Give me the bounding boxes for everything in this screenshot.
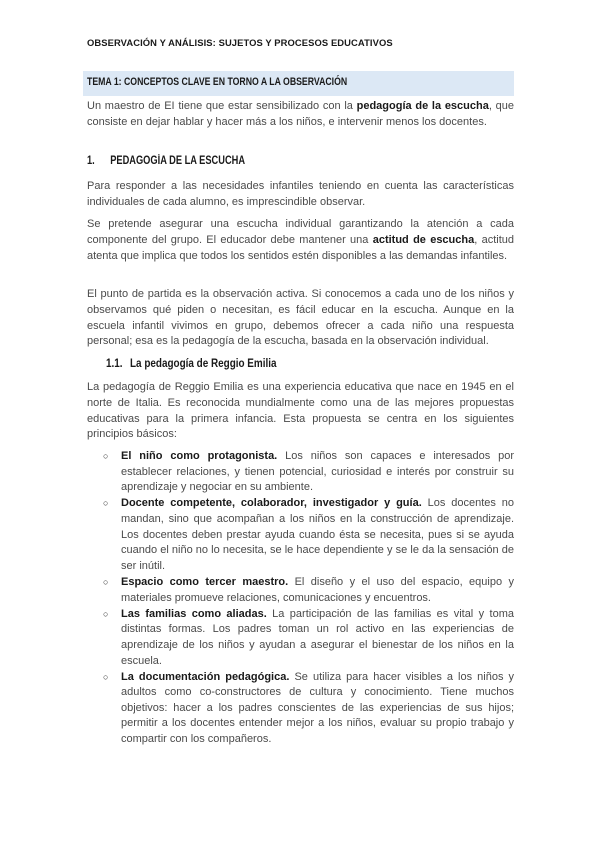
paragraph-2-text-after: , actitud atenta que implica que todos los sentidos estén disponibles a las demandas infantiles. [87,233,514,262]
subsection-number: 1.1. [106,356,123,370]
list-item-bold: La documentación pedagógica. [121,670,290,683]
list-item-text: La participación de las familias es vital y toma distintas formas. Los padres toman un rol activo en las experiencias de aprendizaje de los niños y ayudan a asegurar el bienestar de los niños en la escuela. [121,607,514,667]
intro-text-after: , que consiste en dejar hablar y hacer más a los niños, e intervenir menos los docentes. [87,100,514,128]
section-paragraph-2 [87,217,514,264]
list-item-text: Se utiliza para hacer visibles a los niños y adultos como co-constructores de cultura y conocimiento. Tiene muchos objetivos: hacer a los padres conscientes de las experiencias de sus hijos; permitir a los docentes entender mejor a los niños, evaluar su propio trabajo y compartir con los compañeros. [121,670,514,746]
list-item-bold: Las familias como aliadas. [121,607,267,620]
list-item [101,449,514,496]
principles-list [101,449,514,748]
intro-text-before: Un maestro de EI tiene que estar sensibilizado con la [87,100,357,112]
topic-title: TEMA 1: CONCEPTOS CLAVE EN TORNO A LA OBSERVACIÓN [87,76,348,88]
bullet-circle-icon: ○ [103,451,109,461]
list-item [101,607,514,669]
section-paragraph-1: Para responder a las necesidades infantiles teniendo en cuenta las características individuales de cada alumno, es imprescindible observar. [87,180,514,208]
list-item [101,670,514,748]
list-item-text: El diseño y el uso del espacio, equipo y materiales promueve relaciones, comunicaciones y encuentros. [121,575,514,604]
subsection-heading [106,356,277,370]
section-title: PEDAGOGÍA DE LA ESCUCHA [110,154,246,167]
subsection-title: La pedagogía de Reggio Emilia [130,356,277,370]
list-item-bold: Espacio como tercer maestro. [121,575,289,588]
paragraph-2-bold-term: actitud de escucha [372,233,475,246]
running-header: OBSERVACIÓN Y ANÁLISIS: SUJETOS Y PROCESOS EDUCATIVOS [87,37,393,48]
subsection-paragraph: La pedagogía de Reggio Emilia es una experiencia educativa que nace en 1945 en el norte de Italia. Es reconocida mundialmente como una de las mejores propuestas educativas para la primera infancia. Esta propuesta se centra en los siguientes principios básicos: [87,381,514,441]
bullet-circle-icon: ○ [103,671,109,682]
list-item-bold: El niño como protagonista. [121,450,278,462]
list-item [101,575,514,606]
paragraph-2-text-before: Se pretende asegurar una escucha individual garantizando la atención a cada componente del grupo. El educador debe mantener una [87,218,514,246]
bullet-circle-icon: ○ [103,576,109,587]
topic-banner [83,71,514,96]
list-item-bold: Docente competente, colaborador, investigador y guía. [121,497,422,510]
section-heading [87,154,245,167]
intro-paragraph [87,99,514,131]
section-number: 1. [87,154,95,167]
section-paragraph-3: El punto de partida es la observación activa. Si conocemos a cada uno de los niños y observamos qué piden o necesitan, es fácil educar en la escucha. Aunque en la escuela infantil vivimos en grupo, debemos ofrecer a cada niño una respuesta personal; esa es la pedagogía de la escucha, basada en la observación individual. [87,288,514,348]
list-item-text: Los niños son capaces e interesados por establecer relaciones, y tienen potencial, curiosidad e interés por construir su aprendizaje y negociar en su ambiente. [121,450,514,494]
intro-bold-term: pedagogía de la escucha [356,100,489,112]
bullet-circle-icon: ○ [103,498,109,509]
list-item [101,496,514,574]
bullet-circle-icon: ○ [103,608,109,619]
list-item-text: Los docentes no mandan, sino que acompañan a los niños en la construcción de aprendizaje. Los docentes deben prestar ayuda cuando ésta se necesita, pues si se ayuda cuando el niño no lo necesita, se le hace dependiente y se le da la sensación de ser inútil. [121,497,514,572]
